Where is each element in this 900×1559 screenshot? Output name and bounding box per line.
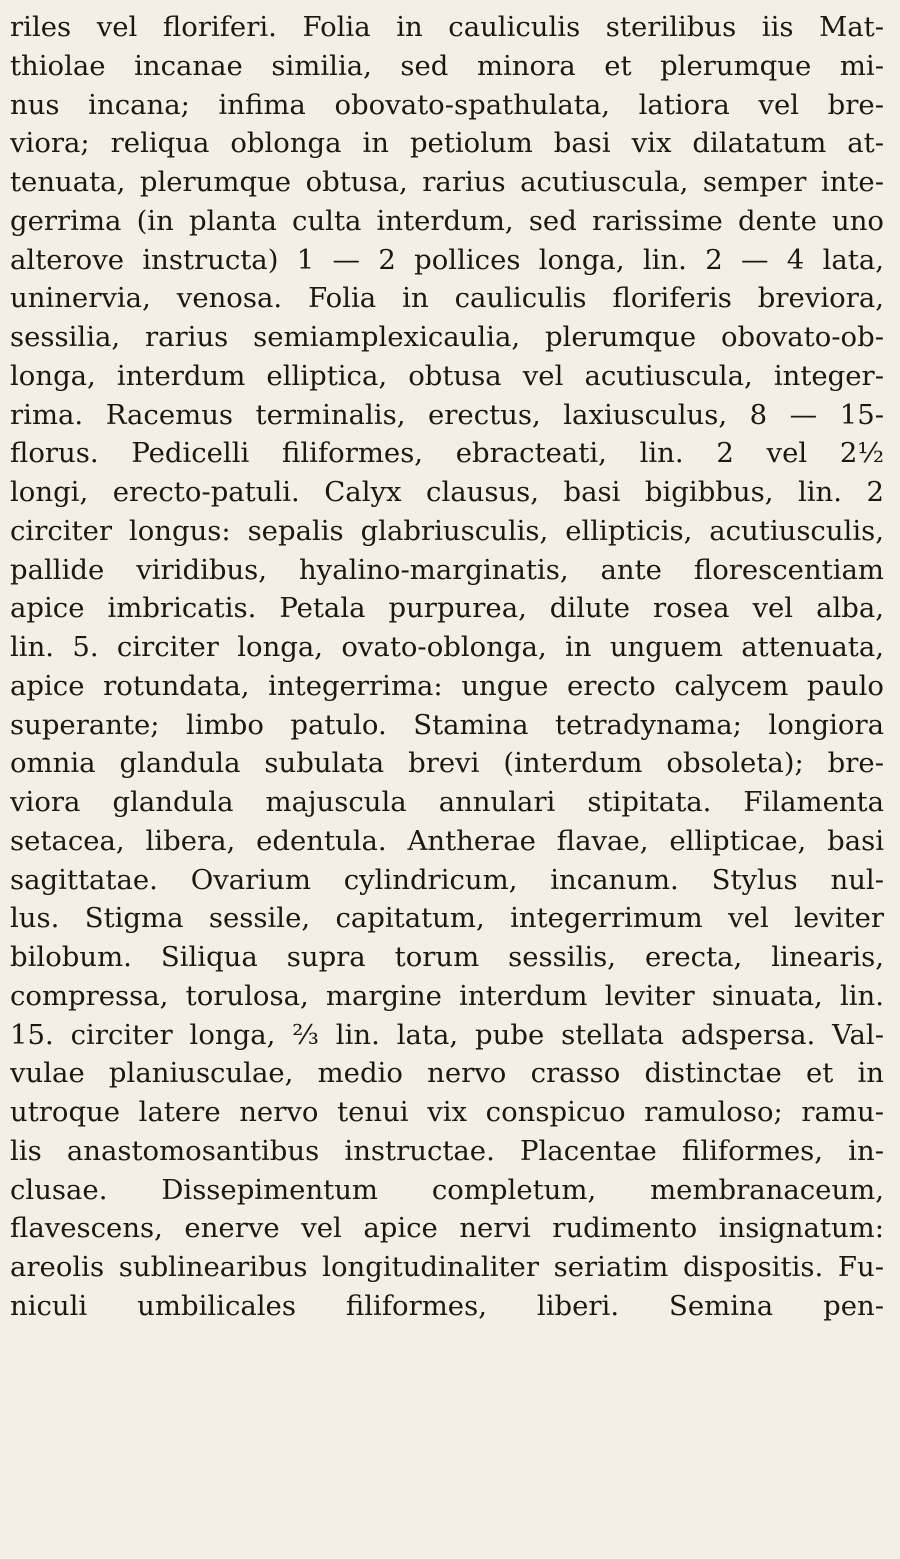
text-line: sessilia, rarius semiamplexicaulia, plerumque obovato-ob-: [10, 321, 884, 353]
text-line: superante; limbo patulo. Stamina tetradynama; longiora: [10, 708, 884, 741]
text-line: thiolae incanae similia, sed minora et plerumque mi-: [10, 49, 884, 82]
text-line: viora glandula majuscula annulari stipitata. Filamenta: [10, 786, 884, 818]
text-line: circiter longus: sepalis glabriusculis, ellipticis, acutiusculis,: [10, 514, 884, 547]
text-line: niculi umbilicales filiformes, liberi. Semina pen-: [10, 1289, 884, 1322]
text-line: clusae. Dissepimentum completum, membranaceum,: [10, 1173, 884, 1206]
text-line: florus. Pedicelli filiformes, ebracteati, lin. 2 vel 2½: [10, 437, 884, 470]
body-text: [10, 8, 884, 1326]
text-line: compressa, torulosa, margine interdum leviter sinuata, lin.: [10, 979, 884, 1012]
text-line: longa, interdum elliptica, obtusa vel acutiuscula, integer-: [10, 359, 884, 392]
text-line: riles vel floriferi. Folia in cauliculis sterilibus iis Mat-: [10, 11, 884, 43]
text-line: nus incana; infima obovato-spathulata, latiora vel bre-: [10, 88, 884, 121]
text-line: utroque latere nervo tenui vix conspicuo ramuloso; ramu-: [10, 1096, 884, 1128]
text-line: flavescens, enerve vel apice nervi rudimento insignatum:: [10, 1212, 884, 1245]
text-line: tenuata, plerumque obtusa, rarius acutiuscula, semper inte-: [10, 166, 884, 198]
text-line: alterove instructa) 1 — 2 pollices longa, lin. 2 — 4 lata,: [10, 243, 884, 276]
text-line: uninervia, venosa. Folia in cauliculis floriferis breviora,: [10, 282, 884, 315]
text-line: viora; reliqua oblonga in petiolum basi vix dilatatum at-: [10, 127, 884, 160]
text-line: apice imbricatis. Petala purpurea, dilute rosea vel alba,: [10, 592, 884, 625]
text-line: lis anastomosantibus instructae. Placentae filiformes, in-: [10, 1134, 884, 1167]
text-line: gerrima (in planta culta interdum, sed rarissime dente uno: [10, 204, 884, 237]
text-line: omnia glandula subulata brevi (interdum obsoleta); bre-: [10, 747, 884, 780]
text-line: setacea, libera, edentula. Antherae flavae, ellipticae, basi: [10, 824, 884, 857]
text-line: bilobum. Siliqua supra torum sessilis, erecta, linearis,: [10, 941, 884, 973]
text-line: longi, erecto-patuli. Calyx clausus, basi bigibbus, lin. 2: [10, 476, 884, 508]
text-line: vulae planiusculae, medio nervo crasso distinctae et in: [10, 1057, 884, 1090]
text-line: rima. Racemus terminalis, erectus, laxiusculus, 8 — 15-: [10, 398, 884, 431]
text-line: lus. Stigma sessile, capitatum, integerrimum vel leviter: [10, 902, 884, 935]
text-line: sagittatae. Ovarium cylindricum, incanum. Stylus nul-: [10, 863, 884, 896]
text-line: lin. 5. circiter longa, ovato-oblonga, in unguem attenuata,: [10, 631, 884, 663]
text-line: 15. circiter longa, ⅔ lin. lata, pube stellata adspersa. Val-: [10, 1018, 884, 1051]
text-line: apice rotundata, integerrima: ungue erecto calycem paulo: [10, 669, 884, 702]
text-line: areolis sublinearibus longitudinaliter seriatim dispositis. Fu-: [10, 1251, 884, 1283]
text-line: pallide viridibus, hyalino-marginatis, ante florescentiam: [10, 553, 884, 586]
